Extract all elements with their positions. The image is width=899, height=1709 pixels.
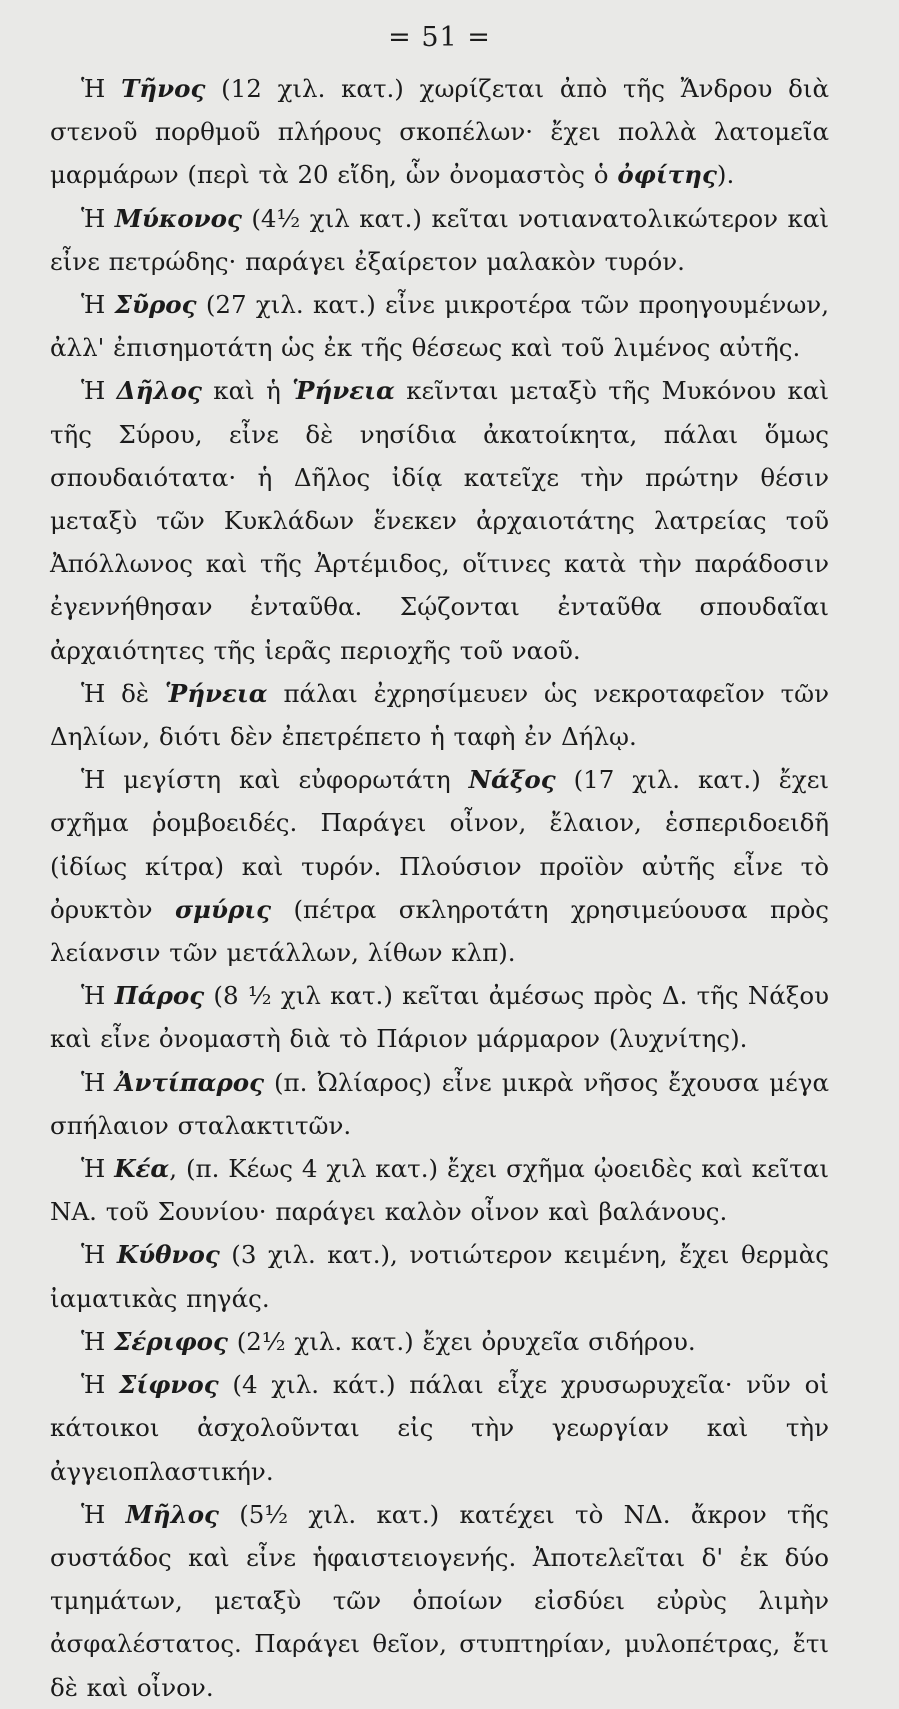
text-run: (4 χιλ. κάτ.) πάλαι εἶχε χρυσωρυχεῖα· νῦν οἱ κάτοικοι ἀσχολοῦνται εἰς τὴν γεωργίαν καὶ τὴν ἀγγειοπλαστικήν. <box>50 1370 829 1486</box>
text-run: (17 χιλ. κατ.) ἔχει σχῆμα ῥομβοειδές. Παράγει οἶνον, ἔλαιον, ἑσπεριδοειδῆ (ἰδίως κίτρα) καὶ τυρόν. Πλούσιον προϊὸν αὐτῆς εἶνε τὸ ὀρυκτὸν <box>50 765 829 924</box>
paragraph-delos <box>50 369 829 671</box>
page-number: = 51 = <box>388 22 491 53</box>
text-run: Ἡ <box>81 376 117 406</box>
emphasized-term: Μύκονος <box>114 203 242 233</box>
paragraph-sifnos <box>50 1363 829 1493</box>
text-run: (27 χιλ. κατ.) εἶνε μικροτέρα τῶν προηγουμένων, ἀλλ' ἐπισημοτάτη ὡς ἐκ τῆς θέσεως καὶ τοῦ λιμένος αὐτῆς. <box>50 290 829 363</box>
text-run: πάλαι ἐχρησίμευεν ὡς νεκροταφεῖον τῶν Δηλίων, διότι δὲν ἐπετρέπετο ἡ ταφὴ ἐν Δήλῳ. <box>50 678 829 752</box>
paragraph-milos <box>50 1493 829 1709</box>
emphasized-term: Σίφνος <box>119 1370 219 1400</box>
emphasized-term: Κέα <box>114 1154 170 1184</box>
emphasized-term: ὀφίτης <box>617 160 717 190</box>
text-run: (πέτρα σκληροτάτη χρησιμεύουσα πρὸς λείανσιν τῶν μετάλλων, λίθων κλπ). <box>50 894 829 968</box>
emphasized-term: Πάρος <box>114 981 205 1011</box>
paragraph-rineia <box>50 672 829 758</box>
emphasized-term: σμύρις <box>174 894 272 924</box>
text-run: καὶ ἡ <box>201 376 293 406</box>
emphasized-term: Ῥήνεια <box>292 376 395 406</box>
text-body <box>50 67 829 1709</box>
paragraph-kea <box>50 1147 829 1233</box>
text-run: (5½ χιλ. κατ.) κατέχει τὸ ΝΔ. ἄκρον τῆς συστάδος καὶ εἶνε ἡφαιστειογενής. Ἀποτελεῖται δ' ἐκ δύο τμημάτων, μεταξὺ τῶν ὁποίων εἰσδύει εὐρὺς λιμὴν ἀσφαλέστατος. Παράγει θεῖον, στυπτηρίαν, μυλοπέτρας, ἔτι δὲ καὶ οἶνον. <box>50 1499 829 1702</box>
emphasized-term: Δῆλος <box>116 376 202 406</box>
text-run: Ἡ <box>81 1370 120 1400</box>
paragraph-mykonos <box>50 197 829 283</box>
text-run: Ἡ <box>81 290 115 320</box>
paragraph-naxos <box>50 758 829 974</box>
text-run: Ἡ <box>81 1240 117 1270</box>
text-run: , (π. Κέως 4 χιλ κατ.) ἔχει σχῆμα ᾠοειδὲς καὶ κεῖται ΝΑ. τοῦ Σουνίου· παράγει καλὸν οἶνον καὶ βαλάνους. <box>50 1154 829 1227</box>
paragraph-kythnos <box>50 1233 829 1319</box>
text-run: Ἡ <box>81 981 115 1011</box>
text-run: ). <box>716 160 735 190</box>
paragraph-antiparos <box>50 1061 829 1147</box>
text-run: Ἡ <box>81 1067 116 1097</box>
paragraph-tinos <box>50 67 829 197</box>
emphasized-term: Τῆνος <box>121 74 206 103</box>
text-run: Ἡ <box>81 74 122 103</box>
text-run: Ἡ μεγίστη καὶ εὐφορωτάτη <box>81 765 469 795</box>
paragraph-paros <box>50 974 829 1060</box>
text-run: (3 χιλ. κατ.), νοτιώτερον κειμένη, ἔχει θερμὰς ἰαματικὰς πηγάς. <box>50 1240 829 1313</box>
text-run: (4½ χιλ κατ.) κεῖται νοτιανατολικώτερον καὶ εἶνε πετρώδης· παράγει ἐξαίρετον μαλακὸν τυρόν. <box>50 203 829 276</box>
text-run: Ἡ <box>81 1499 126 1529</box>
emphasized-term: Ἀντίπαρος <box>115 1067 264 1097</box>
text-run: Ἡ <box>81 203 115 233</box>
text-run: (π. Ὠλίαρος) εἶνε μικρὰ νῆσος ἔχουσα μέγα σπήλαιον σταλακτιτῶν. <box>50 1067 829 1140</box>
text-run: κεῖνται μεταξὺ τῆς Μυκόνου καὶ τῆς Σύρου, εἶνε δὲ νησίδια ἀκατοίκητα, πάλαι ὅμως σπουδαιότατα· ἡ Δῆλος ἰδίᾳ κατεῖχε τὴν πρώτην θέσιν μεταξὺ τῶν Κυκλάδων ἕνεκεν ἀρχαιοτάτης λατρείας τοῦ Ἀπόλλωνος καὶ τῆς Ἀρτέμιδος, οἵτινες κατὰ τὴν παράδοσιν ἐγεννήθησαν ἐνταῦθα. Σῴζονται ἐνταῦθα σπουδαῖαι ἀρχαιότητες τῆς ἱερᾶς περιοχῆς τοῦ ναοῦ. <box>50 376 829 665</box>
emphasized-term: Νάξος <box>468 765 556 795</box>
paragraph-serifos <box>50 1320 829 1363</box>
text-run: Ἡ δὲ <box>81 678 165 708</box>
emphasized-term: Κύθνος <box>116 1240 220 1270</box>
emphasized-term: Σέριφος <box>114 1326 228 1356</box>
text-run: (8 ½ χιλ κατ.) κεῖται ἀμέσως πρὸς Δ. τῆς Νάξου καὶ εἶνε ὀνομαστὴ διὰ τὸ Πάριον μάρμαρον (λυχνίτης). <box>50 981 829 1054</box>
text-run: (12 χιλ. κατ.) χωρίζεται ἀπὸ τῆς Ἄνδρου διὰ στενοῦ πορθμοῦ πλήρους σκοπέλων· ἔχει πολλὰ λατομεῖα μαρμάρων (περὶ τὰ 20 εἴδη, ὧν ὀνομαστὸς ὁ <box>50 74 829 190</box>
text-run: Ἡ <box>81 1154 115 1184</box>
paragraph-syros <box>50 283 829 369</box>
text-run: Ἡ <box>81 1326 115 1356</box>
text-run: (2½ χιλ. κατ.) ἔχει ὀρυχεῖα σιδήρου. <box>227 1326 696 1356</box>
emphasized-term: Ῥήνεια <box>164 678 268 708</box>
emphasized-term: Σῦρος <box>114 290 197 320</box>
emphasized-term: Μῆλος <box>125 1499 219 1529</box>
